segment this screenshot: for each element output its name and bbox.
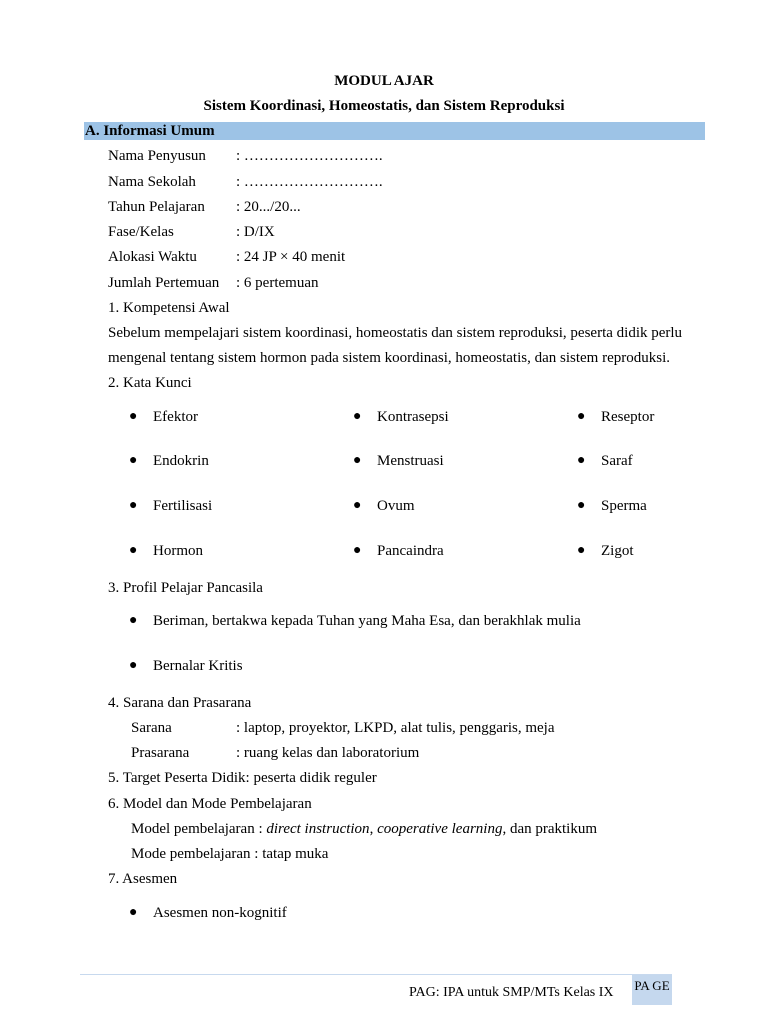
model-rest: , dan praktikum bbox=[502, 821, 598, 837]
keyword-ovum: ● Ovum bbox=[377, 497, 415, 515]
keyword-endokrin: ● Endokrin bbox=[153, 452, 209, 470]
info-value-alokasi: : 24 JP × 40 menit bbox=[236, 249, 346, 265]
info-value-fase: : D/IX bbox=[236, 224, 275, 240]
profil-bernalar-kritis: ● Bernalar Kritis bbox=[153, 657, 243, 675]
model-direct-instruction: direct instruction bbox=[266, 821, 370, 837]
keyword-kontrasepsi: ● Kontrasepsi bbox=[377, 408, 449, 426]
info-label-sekolah: Nama Sekolah bbox=[108, 174, 196, 190]
item-profil-pelajar: 3. Profil Pelajar Pancasila bbox=[108, 580, 263, 596]
keyword-menstruasi: ● Menstruasi bbox=[377, 452, 444, 470]
model-pembelajaran-line bbox=[131, 820, 597, 838]
keyword-hormon: ● Hormon bbox=[153, 542, 203, 560]
info-label-pertemuan: Jumlah Pertemuan bbox=[108, 275, 220, 291]
footer-divider bbox=[80, 974, 672, 975]
prasarana-value: : ruang kelas dan laboratorium bbox=[236, 745, 420, 761]
asesmen-non-kognitif: ● Asesmen non-kognitif bbox=[153, 904, 287, 922]
keyword-saraf: ● Saraf bbox=[601, 452, 633, 470]
item-target-peserta: 5. Target Peserta Didik: peserta didik reguler bbox=[108, 770, 377, 786]
item-asesmen: 7. Asesmen bbox=[108, 871, 178, 887]
item-kata-kunci: 2. Kata Kunci bbox=[108, 375, 192, 391]
sarana-label: Sarana bbox=[131, 720, 172, 736]
info-value-penyusun: : ………………………. bbox=[236, 148, 383, 164]
keyword-pancaindra: ● Pancaindra bbox=[377, 542, 444, 560]
keyword-efektor: ● Efektor bbox=[153, 408, 198, 426]
model-label: Model pembelajaran : bbox=[131, 821, 267, 837]
sarana-value: : laptop, proyektor, LKPD, alat tulis, penggaris, meja bbox=[236, 720, 555, 736]
info-value-sekolah: : ………………………. bbox=[236, 174, 383, 190]
keyword-zigot: ● Zigot bbox=[601, 542, 634, 560]
kompetensi-text-line2: mengenal tentang sistem hormon pada sistem koordinasi, homeostatis, dan sistem reproduksi. bbox=[108, 350, 670, 366]
info-value-pertemuan: : 6 pertemuan bbox=[236, 275, 319, 291]
info-label-fase: Fase/Kelas bbox=[108, 224, 174, 240]
document-title: MODUL AJAR bbox=[334, 73, 434, 89]
prasarana-label: Prasarana bbox=[131, 745, 190, 761]
info-label-penyusun: Nama Penyusun bbox=[108, 148, 206, 164]
profil-beriman: ● Beriman, bertakwa kepada Tuhan yang Maha Esa, dan berakhlak mulia bbox=[153, 612, 581, 630]
model-cooperative-learning: cooperative learning bbox=[377, 821, 503, 837]
item-sarana-prasarana: 4. Sarana dan Prasarana bbox=[108, 695, 252, 711]
kompetensi-text-line1: Sebelum mempelajari sistem koordinasi, homeostatis dan sistem reproduksi, peserta didik perlu bbox=[108, 325, 683, 341]
keyword-reseptor: ● Reseptor bbox=[601, 408, 654, 426]
item-model-mode: 6. Model dan Mode Pembelajaran bbox=[108, 796, 312, 812]
document-subtitle: Sistem Koordinasi, Homeostatis, dan Sistem Reproduksi bbox=[203, 98, 565, 114]
keyword-sperma: ● Sperma bbox=[601, 497, 647, 515]
page-number-box: PA GE bbox=[632, 975, 672, 1005]
section-a-header bbox=[84, 122, 705, 140]
model-separator: , bbox=[369, 821, 378, 837]
info-label-alokasi: Alokasi Waktu bbox=[108, 249, 197, 265]
info-label-tahun: Tahun Pelajaran bbox=[108, 199, 205, 215]
section-a-title: A. Informasi Umum bbox=[85, 123, 215, 139]
mode-pembelajaran-line: Mode pembelajaran : tatap muka bbox=[131, 846, 329, 862]
item-kompetensi-awal: 1. Kompetensi Awal bbox=[108, 300, 230, 316]
keyword-fertilisasi: ● Fertilisasi bbox=[153, 497, 212, 515]
footer-text: PAG: IPA untuk SMP/MTs Kelas IX bbox=[409, 985, 614, 1000]
info-value-tahun: : 20.../20... bbox=[236, 199, 301, 215]
